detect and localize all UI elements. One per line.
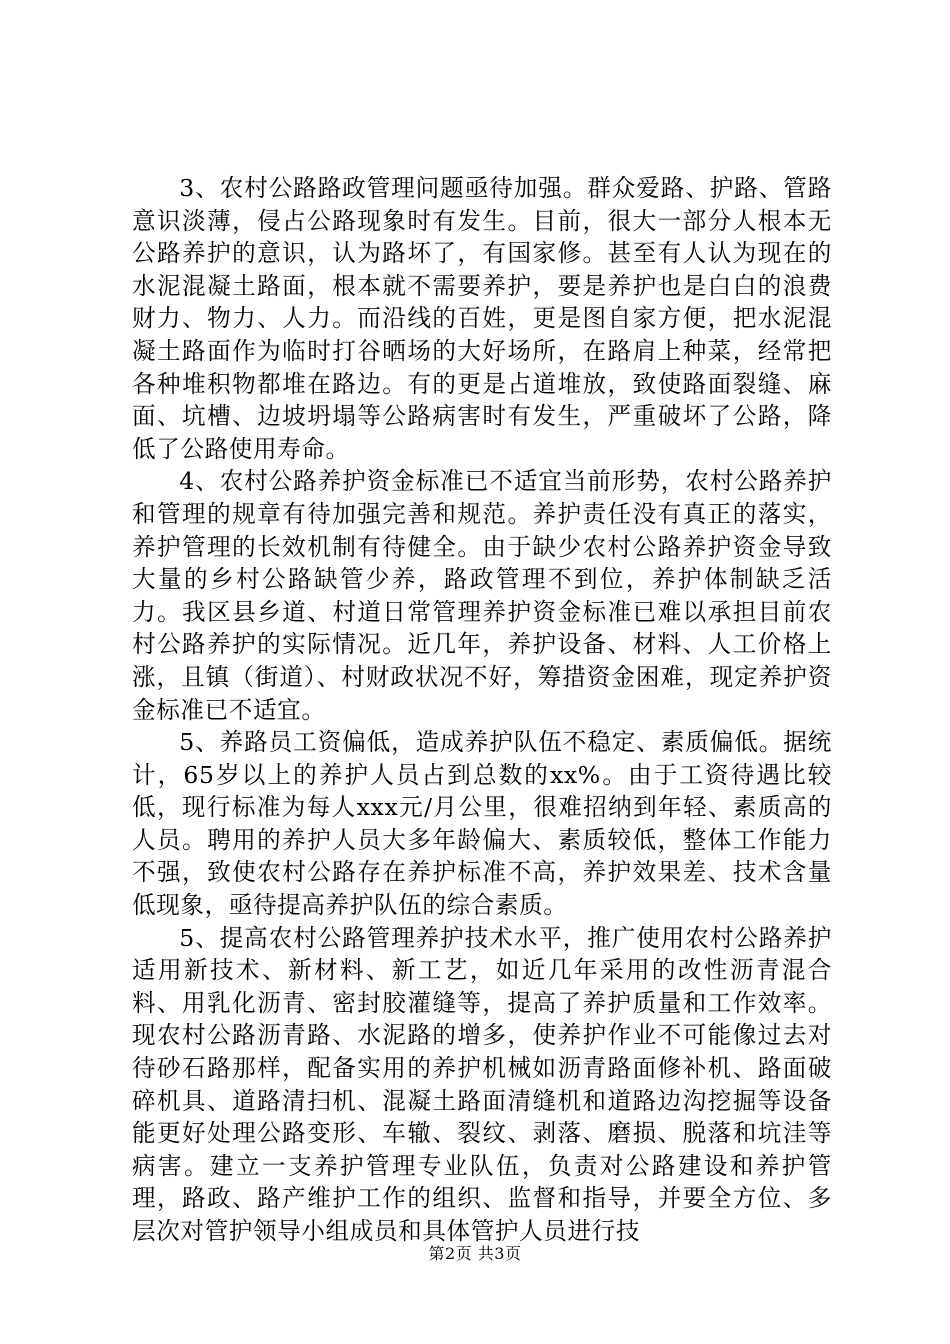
page-number-label: 第2页 共3页 (428, 1244, 522, 1263)
paragraph-5a: 5、养路员工资偏低，造成养护队伍不稳定、素质偏低。据统计，65岁以上的养护人员占到总数的xx%。由于工资待遇比较低，现行标准为每人xxx元/月公里，很难招纳到年轻、素质高的人员。聘用的养护人员大多年龄偏大、素质较低，整体工作能力不强，致使农村公路存在养护标准不高，养护效果差、技术含量低现象，亟待提高养护队伍的综合素质。 (132, 728, 832, 920)
paragraph-4: 4、农村公路养护资金标准已不适宜当前形势，农村公路养护和管理的规章有待加强完善和规范。养护责任没有真正的落实，养护管理的长效机制有待健全。由于缺少农村公路养护资金导致大量的乡村公路缺管少养，路政管理不到位，养护体制缺乏活力。我区县乡道、村道日常管理养护资金标准已难以承担目前农村公路养护的实际情况。近几年，养护设备、材料、人工价格上涨，且镇（街道）、村财政状况不好，筹措资金困难，现定养护资金标准已不适宜。 (132, 467, 832, 724)
paragraph-3: 3、农村公路路政管理问题亟待加强。群众爱路、护路、管路意识淡薄，侵占公路现象时有发生。目前，很大一部分人根本无公路养护的意识，认为路坏了，有国家修。甚至有人认为现在的水泥混凝土路面，根本就不需要养护，要是养护也是白白的浪费财力、物力、人力。而沿线的百姓，更是图自家方便，把水泥混凝土路面作为临时打谷晒场的大好场所，在路肩上种菜，经常把各种堆积物都堆在路边。有的更是占道堆放，致使路面裂缝、麻面、坑槽、边坡坍塌等公路病害时有发生，严重破坏了公路，降低了公路使用寿命。 (132, 174, 832, 463)
page-footer (0, 1244, 950, 1264)
paragraph-5b: 5、提高农村公路管理养护技术水平，推广使用农村公路养护适用新技术、新材料、新工艺，如近几年采用的改性沥青混合料、用乳化沥青、密封胶灌缝等，提高了养护质量和工作效率。现农村公路沥青路、水泥路的增多，使养护作业不可能像过去对待砂石路那样，配备实用的养护机械如沥青路面修补机、路面破碎机具、道路清扫机、混凝土路面清缝机和道路边沟挖掘等设备能更好处理公路变形、车辙、裂纹、剥落、磨损、脱落和坑洼等病害。建立一支养护管理专业队伍，负责对公路建设和养护管理，路政、路产维护工作的组织、监督和指导，并要全方位、多层次对管护领导小组成员和具体管护人员进行技 (132, 923, 832, 1245)
document-body (132, 172, 832, 1248)
